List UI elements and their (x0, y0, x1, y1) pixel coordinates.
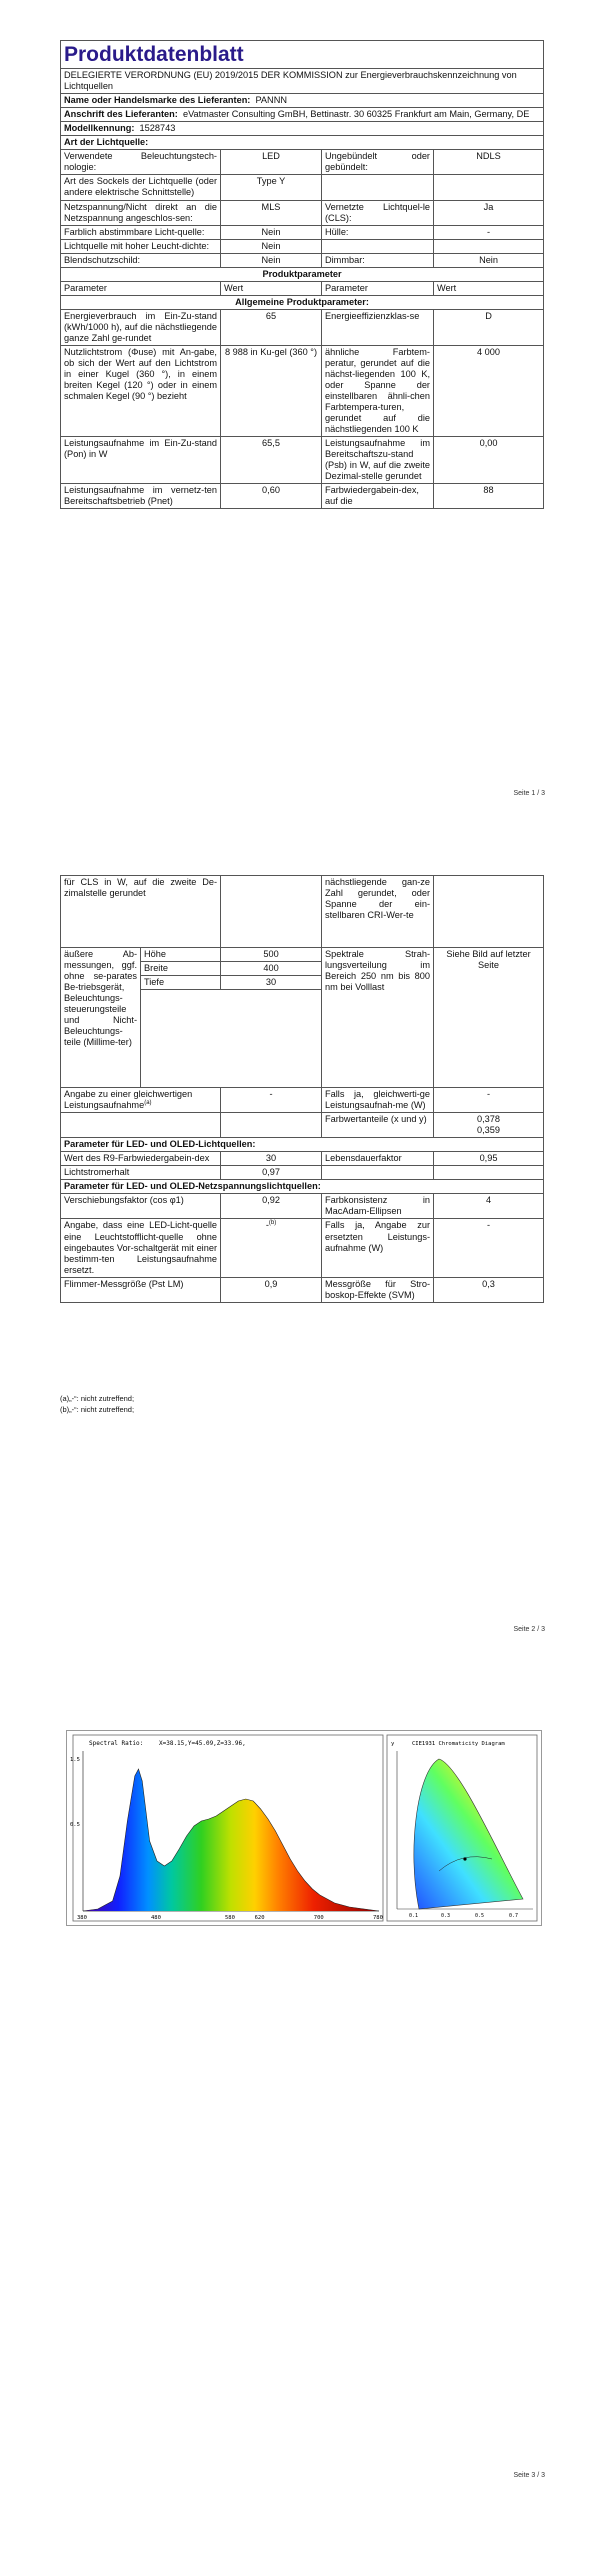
light-type-heading: Art der Lichtquelle: (61, 136, 544, 150)
dimensions-label: äußere Ab-messungen, ggf. ohne se-parates Be-triebsgerät, Beleuchtungs-steuerungsteile und Nicht-Beleuchtungs-teile (Millime-ter) (61, 948, 141, 1088)
chromaticity-x: 0,378 (477, 1114, 501, 1125)
model-row (61, 122, 544, 136)
light-source-label-2 (322, 175, 434, 200)
light-source-label-2: Dimmbar: (322, 253, 434, 267)
col-header-param: Parameter (61, 281, 221, 295)
param-label: Leistungsaufnahme im Ein-Zu-stand (Pon) in W (61, 437, 221, 484)
equiv-footnote-ref: (a) (144, 1100, 152, 1107)
product-params-heading: Produktparameter (61, 267, 544, 281)
spectrum-x-tick: 480 (151, 1915, 161, 1921)
page-number-2: Seite 2 / 3 (513, 1626, 545, 1633)
led-param-label: Wert des R9-Farbwiedergabein-dex (61, 1152, 221, 1166)
mains-param-label-2: Falls ja, Angabe zur ersetzten Leistungs-aufnahme (W) (322, 1219, 434, 1277)
spectrum-chart (67, 1731, 541, 1925)
light-source-value: Nein (221, 225, 322, 239)
equiv-power-label (61, 1088, 221, 1113)
chromaticity-values (434, 1113, 544, 1138)
datasheet-table-page1 (60, 40, 543, 509)
led-param-row (61, 1152, 544, 1166)
cie-title: CIE1931 Chromaticity Diagram (412, 1741, 505, 1747)
supplier-row (61, 94, 544, 108)
light-source-label: Verwendete Beleuchtungstech-nologie: (61, 150, 221, 175)
param-value: 65,5 (221, 437, 322, 484)
param-value-2: D (434, 309, 544, 345)
param-row (61, 309, 544, 345)
col-header-value-2: Wert (434, 281, 544, 295)
spectrum-y-tick-1: 1.5 (70, 1757, 80, 1763)
spectral-value: Siehe Bild auf letzter Seite (434, 948, 544, 1088)
mains-param-row (61, 1277, 544, 1302)
footnote-ref: (b) (268, 1220, 277, 1227)
mains-param-value-2: 4 (434, 1194, 544, 1219)
light-source-label: Blendschutzschild: (61, 253, 221, 267)
empty-cell (221, 1113, 322, 1138)
model-label: Modellkennung: (64, 123, 135, 134)
param-value: 8 988 in Ku-gel (360 °) (221, 345, 322, 436)
col-header-value: Wert (221, 281, 322, 295)
param-row (61, 437, 544, 484)
param-label: Energieverbrauch im Ein-Zu-stand (kWh/1000 h), auf die nächstliegende ganze Zahl ge-rundet (61, 309, 221, 345)
dim-value-height: 500 (221, 948, 322, 962)
param-label-2: ähnliche Farbtem-peratur, gerundet auf die nächst-liegenden 100 K, oder Spanne der einstellbaren ähnli-chen Farbtempera-turen, gerundet auf die nächstliegenden 100 K (322, 345, 434, 436)
spectral-label: Spektrale Strah-lungsverteilung im Bereich 250 nm bis 800 nm bei Volllast (322, 948, 434, 1088)
led-params-heading: Parameter für LED- und OLED-Lichtquellen: (61, 1138, 544, 1152)
led-param-value: 30 (221, 1152, 322, 1166)
mains-param-value: 0,92 (221, 1194, 322, 1219)
light-source-label-2: Hülle: (322, 225, 434, 239)
light-source-value: Nein (221, 253, 322, 267)
model-value: 1528743 (139, 123, 176, 134)
chromaticity-point (463, 1857, 466, 1860)
mains-param-value-2: - (434, 1219, 544, 1277)
mains-param-value: -$^{(b)}$ (221, 1219, 322, 1277)
led-param-value-2 (434, 1166, 544, 1180)
cie-y-label: y (391, 1741, 395, 1747)
light-source-row (61, 200, 544, 225)
light-source-label-2: Ungebündelt oder gebündelt: (322, 150, 434, 175)
light-source-label: Farblich abstimmbare Licht-quelle: (61, 225, 221, 239)
led-param-label-2: Lebensdauerfaktor (322, 1152, 434, 1166)
cls-power-cont: für CLS in W, auf die zweite De-zimalstelle gerundet (61, 876, 221, 948)
light-source-label: Netzspannung/Nicht direkt an die Netzspannung angeschlos-sen: (61, 200, 221, 225)
mains-param-label-2: Messgröße für Stro-boskop-Effekte (SVM) (322, 1277, 434, 1302)
dim-value-depth: 30 (221, 976, 322, 990)
equiv-power-text: Angabe zu einer gleichwertigen Leistungsaufnahme (64, 1089, 193, 1111)
light-source-row (61, 253, 544, 267)
param-value-2: 88 (434, 484, 544, 509)
mains-param-label: Verschiebungsfaktor (cos φ1) (61, 1194, 221, 1219)
equiv-power-yes-label: Falls ja, gleichwerti-ge Leistungsaufnah-me (W) (322, 1088, 434, 1113)
address-value: eVatmaster Consulting GmBH, Bettinastr. 30 60325 Frankfurt am Main, Germany, DE (182, 109, 530, 120)
mains-param-value: 0,9 (221, 1277, 322, 1302)
page-number-3: Seite 3 / 3 (513, 2472, 545, 2479)
dim-key-height: Höhe (141, 948, 221, 962)
dim-value-width: 400 (221, 962, 322, 976)
address-row (61, 108, 544, 122)
led-param-value: 0,97 (221, 1166, 322, 1180)
param-value-2: 0,00 (434, 437, 544, 484)
light-source-label-2: Vernetzte Lichtquel-le (CLS): (322, 200, 434, 225)
light-source-row (61, 150, 544, 175)
mains-param-row (61, 1219, 544, 1277)
param-label-2: Farbwiedergabein-dex, auf die (322, 484, 434, 509)
param-label-2: Leistungsaufnahme im Bereitschaftszu-stand (Psb) in W, auf die zweite Dezimal-stelle gerundet (322, 437, 434, 484)
param-row (61, 345, 544, 436)
empty-cell (61, 1113, 221, 1138)
led-param-value-2: 0,95 (434, 1152, 544, 1166)
chromaticity-y: 0,359 (477, 1125, 501, 1136)
spectrum-figure (66, 1730, 542, 1926)
light-source-value-2: Ja (434, 200, 544, 225)
spectrum-y-tick-2: 0.5 (70, 1822, 80, 1828)
dim-key-width: Breite (141, 962, 221, 976)
spectrum-heading: Spectral Ratio: (89, 1740, 144, 1747)
spectrum-x-tick: 780 (373, 1915, 383, 1921)
light-source-value: LED (221, 150, 322, 175)
footnote-a: (a)„-“: nicht zutreffend; (60, 1394, 135, 1403)
param-label: Nutzlichtstrom (Φuse) mit An-gabe, ob sich der Wert auf den Lichtstrom in einer Kugel (360 °), in einem breiten Kegel (120 °) oder in einem schmalen Kegel (90 °) bezieht (61, 345, 221, 436)
equiv-power-value: - (221, 1088, 322, 1113)
dim-key-depth: Tiefe (141, 976, 221, 990)
light-source-value-2: NDLS (434, 150, 544, 175)
doc-title: Produktdatenblatt (61, 41, 544, 69)
light-source-label-2 (322, 239, 434, 253)
light-source-row (61, 175, 544, 200)
light-source-value-2 (434, 175, 544, 200)
param-label-2: Energieeffizienzklas-se (322, 309, 434, 345)
mains-param-row (61, 1194, 544, 1219)
empty-cell (434, 876, 544, 948)
light-source-value-2: - (434, 225, 544, 239)
spectrum-x-tick: 580 (225, 1915, 235, 1921)
spectrum-metrics: X=38.15,Y=45.09,Z=33.96, (159, 1740, 246, 1747)
equiv-power-yes-value: - (434, 1088, 544, 1113)
page-1 (0, 0, 603, 854)
empty-cell (141, 990, 322, 1088)
address-label: Anschrift des Lieferanten: (64, 109, 178, 120)
footnote-b: (b)„-“: nicht zutreffend; (60, 1405, 135, 1415)
cie-x-tick-1: 0.1 (409, 1913, 419, 1919)
spectrum-x-tick: 380 (77, 1915, 87, 1921)
mains-param-value-2: 0,3 (434, 1277, 544, 1302)
mains-params-heading: Parameter für LED- und OLED-Netzspannungslichtquellen: (61, 1180, 544, 1194)
light-source-value: Nein (221, 239, 322, 253)
footnotes (60, 1393, 134, 1416)
mains-param-label-2: Farbkonsistenz in MacAdam-Ellipsen (322, 1194, 434, 1219)
led-param-label: Lichtstromerhalt (61, 1166, 221, 1180)
led-param-row (61, 1166, 544, 1180)
regulation-subtitle: DELEGIERTE VERORDNUNG (EU) 2019/2015 DER KOMMISSION zur Energieverbrauchskennzeichnung von Lichtquellen (61, 69, 544, 94)
light-source-label: Art des Sockels der Lichtquelle (oder andere elektrische Schnittstelle) (61, 175, 221, 200)
datasheet-table-page2 (60, 875, 543, 1303)
general-params-heading: Allgemeine Produktparameter: (61, 295, 544, 309)
cie-x-tick-4: 0.7 (509, 1913, 519, 1919)
light-source-label: Lichtquelle mit hoher Leucht-dichte: (61, 239, 221, 253)
light-source-row (61, 225, 544, 239)
chromaticity-label: Farbwertanteile (x und y) (322, 1113, 434, 1138)
param-value: 0,60 (221, 484, 322, 509)
param-label: Leistungsaufnahme im vernetz-ten Bereitschaftsbetrieb (Pnet) (61, 484, 221, 509)
light-source-value-2 (434, 239, 544, 253)
light-source-value: MLS (221, 200, 322, 225)
param-row (61, 484, 544, 509)
supplier-label: Name oder Handelsmarke des Lieferanten: (64, 95, 251, 106)
light-source-value-2: Nein (434, 253, 544, 267)
mains-param-label: Flimmer-Messgröße (Pst LM) (61, 1277, 221, 1302)
spectrum-x-tick: 620 (254, 1915, 265, 1921)
cie-x-tick-3: 0.5 (475, 1913, 485, 1919)
mains-param-label: Angabe, dass eine LED-Licht-quelle eine Leuchtstofflicht-quelle ohne eingebautes Vor-schaltgerät mit einer bestimm-ten Leistungsaufnahme ersetzt. (61, 1219, 221, 1277)
empty-cell (221, 876, 322, 948)
supplier-value: PANNN (255, 95, 287, 106)
page-number-1: Seite 1 / 3 (513, 790, 545, 797)
light-source-row (61, 239, 544, 253)
page-2 (0, 853, 603, 1707)
led-param-label-2 (322, 1166, 434, 1180)
param-value-2: 4 000 (434, 345, 544, 436)
cri-label-cont: nächstliegende gan-ze Zahl gerundet, oder Spanne der ein-stellbaren CRI-Wer-te (322, 876, 434, 948)
cie-x-tick-2: 0.3 (441, 1913, 451, 1919)
param-value: 65 (221, 309, 322, 345)
spectrum-x-tick: 700 (313, 1915, 324, 1921)
light-source-value: Type Y (221, 175, 322, 200)
col-header-param-2: Parameter (322, 281, 434, 295)
